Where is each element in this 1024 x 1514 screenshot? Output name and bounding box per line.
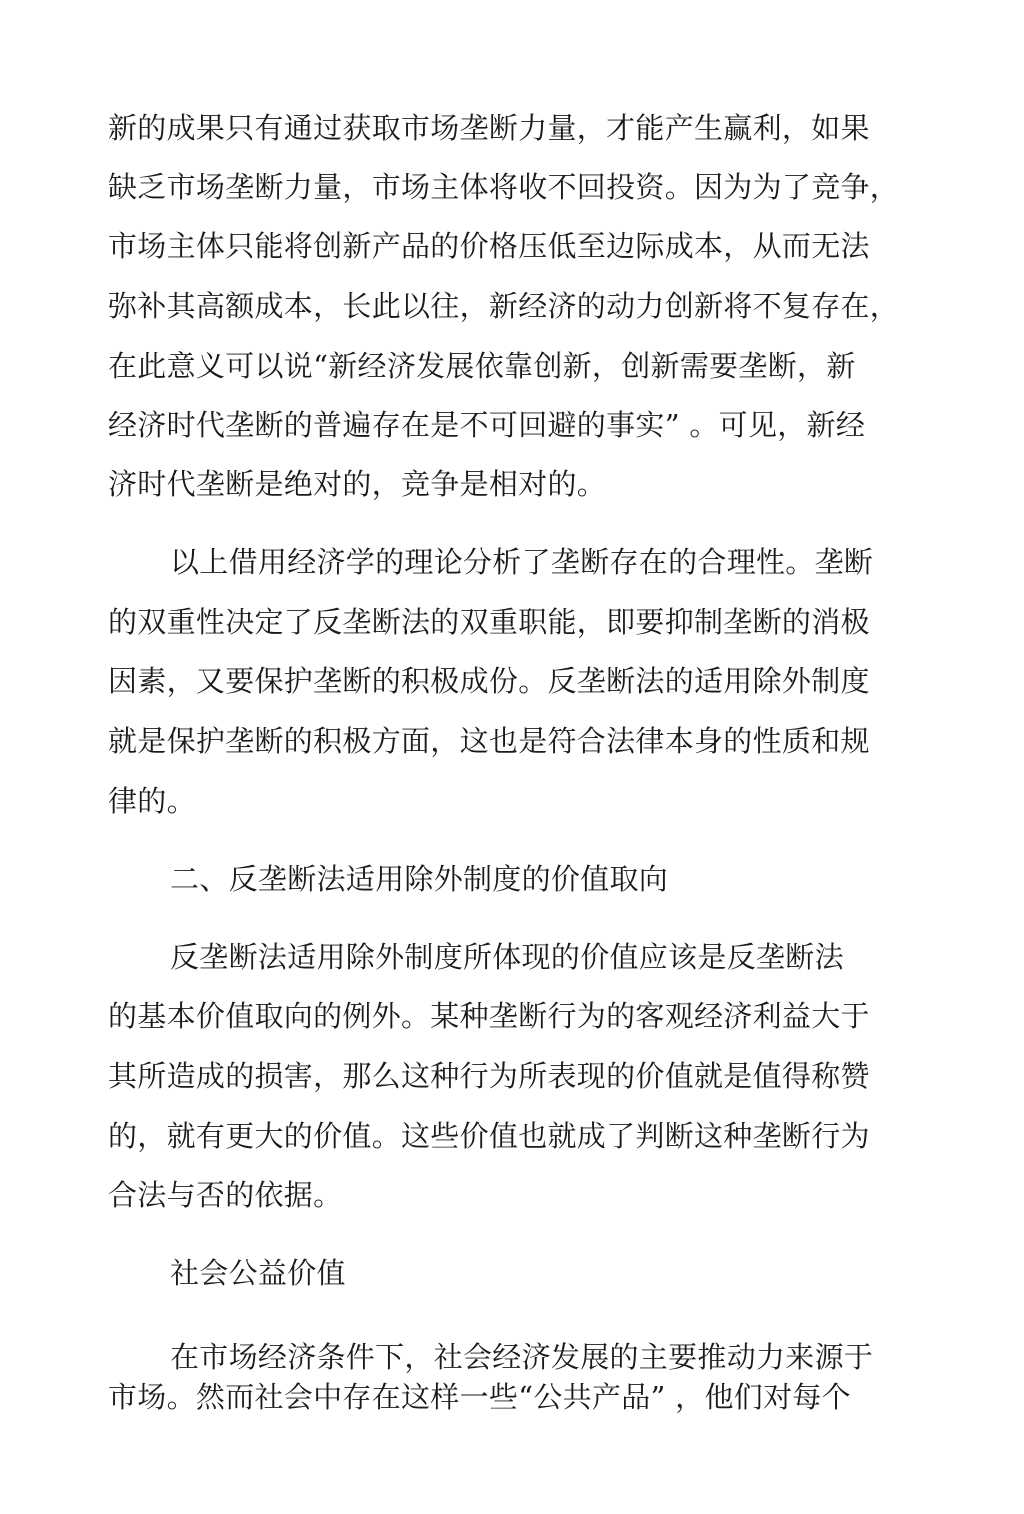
paragraph-2-line-2: 的双重性决定了反垄断法的双重职能，即要抑制垄断的消极 xyxy=(108,605,870,639)
paragraph-1-line-6: 经济时代垄断的普遍存在是不可回避的事实” 。可见，新经 xyxy=(108,408,866,442)
paragraph-4-line-2: 市场。然而社会中存在这样一些“公共产品” ，他们对每个 xyxy=(108,1380,851,1414)
paragraph-1-line-4: 弥补其高额成本，长此以往，新经济的动力创新将不复存在， xyxy=(108,289,900,323)
paragraph-3-line-4: 的，就有更大的价值。这些价值也就成了判断这种垄断行为 xyxy=(108,1119,870,1153)
paragraph-3-line-5: 合法与否的依据。 xyxy=(108,1178,343,1212)
paragraph-4-line-1: 在市场经济条件下，社会经济发展的主要推动力来源于 xyxy=(170,1340,874,1374)
paragraph-1-line-5: 在此意义可以说“新经济发展依靠创新，创新需要垄断，新 xyxy=(108,349,856,383)
paragraph-2-line-5: 律的。 xyxy=(108,784,196,818)
section-heading: 二、反垄断法适用除外制度的价值取向 xyxy=(170,862,669,896)
paragraph-1-line-2: 缺乏市场垄断力量，市场主体将收不回投资。因为为了竞争， xyxy=(108,170,900,204)
paragraph-1-line-1: 新的成果只有通过获取市场垄断力量，才能产生赢利，如果 xyxy=(108,111,870,145)
paragraph-3-line-3: 其所造成的损害，那么这种行为所表现的价值就是值得称赞 xyxy=(108,1059,870,1093)
paragraph-3-line-1: 反垄断法适用除外制度所体现的价值应该是反垄断法 xyxy=(170,940,844,974)
paragraph-1-line-3: 市场主体只能将创新产品的价格压低至边际成本，从而无法 xyxy=(108,229,870,263)
subheading: 社会公益价值 xyxy=(170,1256,346,1290)
paragraph-2-line-1: 以上借用经济学的理论分析了垄断存在的合理性。垄断 xyxy=(170,545,874,579)
paragraph-3-line-2: 的基本价值取向的例外。某种垄断行为的客观经济利益大于 xyxy=(108,999,870,1033)
paragraph-1-line-7: 济时代垄断是绝对的，竞争是相对的。 xyxy=(108,467,607,501)
paragraph-2-line-4: 就是保护垄断的积极方面，这也是符合法律本身的性质和规 xyxy=(108,724,870,758)
paragraph-2-line-3: 因素，又要保护垄断的积极成份。反垄断法的适用除外制度 xyxy=(108,664,870,698)
